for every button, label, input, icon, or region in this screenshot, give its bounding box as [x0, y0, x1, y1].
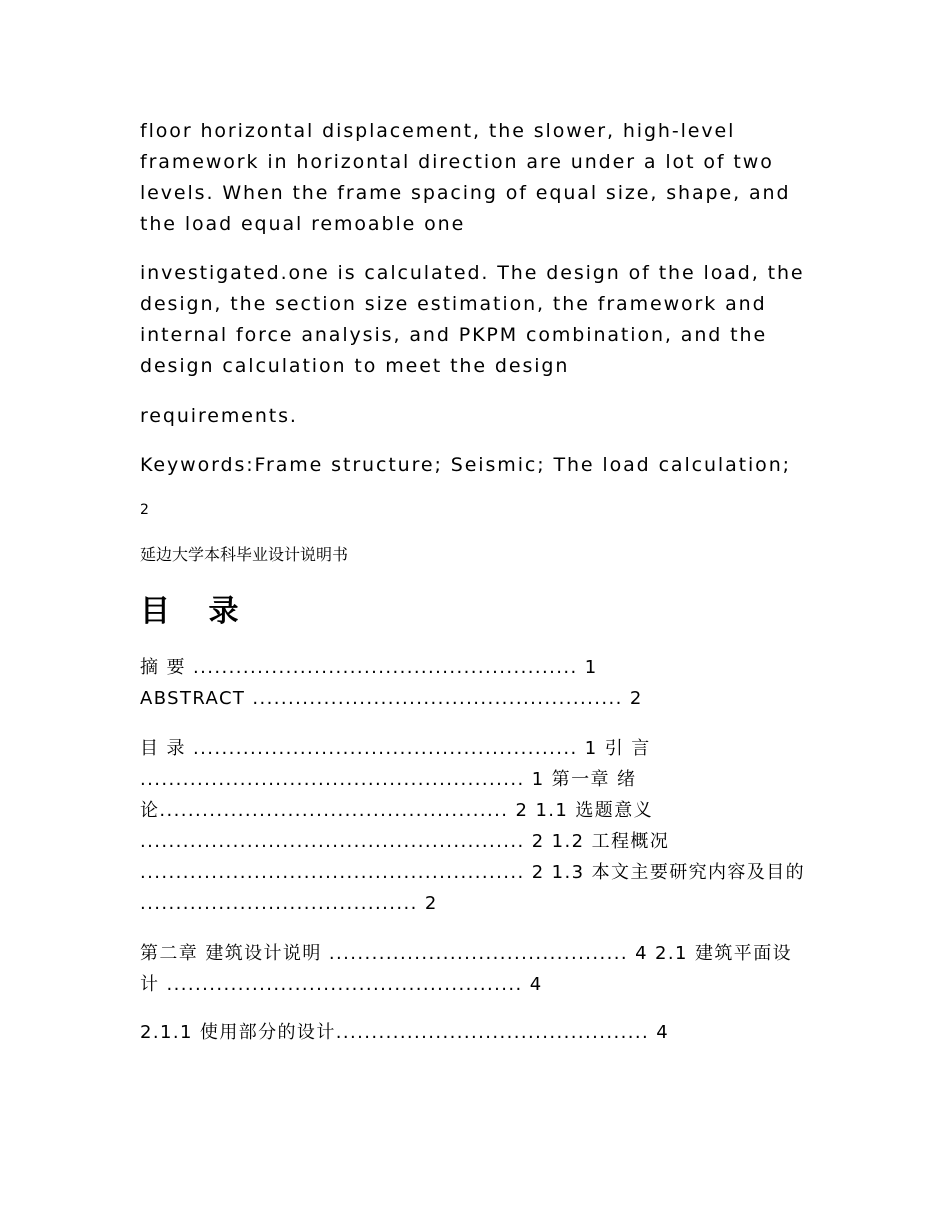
toc-line[interactable]: 论................................................. 2 1.1 选题意义 [140, 800, 654, 821]
toc-block-4 [140, 1017, 669, 1048]
abstract-paragraph-2: investigated.one is calculated. The design of the load, the design, the section size estimation, the framework and internal force analysis, and PKPM combination, and the design calculation to meet the design [140, 262, 805, 377]
running-header: 延边大学本科毕业设计说明书 [140, 545, 349, 564]
toc-line[interactable]: 目 录 ...................................................... 1 引 言 [140, 738, 651, 759]
toc-line[interactable]: ...................................................... 2 1.3 本文主要研究内容及目的 [140, 862, 806, 883]
toc-block-1 [140, 652, 643, 714]
toc-line[interactable]: ...................................................... 1 第一章 绪 [140, 769, 637, 790]
toc-line[interactable]: 计 .................................................. 4 [140, 974, 543, 995]
abstract-paragraph-1: floor horizontal displacement, the slower, high-level framework in horizontal direction are under a lot of two levels. When the frame spacing of equal size, shape, and the load equal remoable one [140, 120, 791, 235]
document-page [140, 0, 820, 1230]
toc-line[interactable]: ...................................................... 2 1.2 工程概况 [140, 831, 670, 852]
toc-line[interactable]: 摘 要 ...................................................... 1 [140, 657, 598, 678]
page-number: 2 [140, 502, 149, 518]
toc-block-2 [140, 733, 805, 919]
toc-line[interactable]: 2.1.1 使用部分的设计............................................ 4 [140, 1022, 670, 1043]
toc-block-3 [140, 938, 792, 1000]
toc-title: 目 录 [140, 594, 253, 629]
toc-line[interactable]: ....................................... 2 [140, 893, 438, 914]
keywords-line: Keywords:Frame structure; Seismic; The load calculation; [140, 454, 791, 476]
abstract-paragraph-3: requirements. [140, 405, 298, 427]
toc-line[interactable]: ABSTRACT .................................................... 2 [140, 688, 643, 709]
toc-line[interactable]: 第二章 建筑设计说明 .......................................... 4 2.1 建筑平面设 [140, 943, 792, 964]
